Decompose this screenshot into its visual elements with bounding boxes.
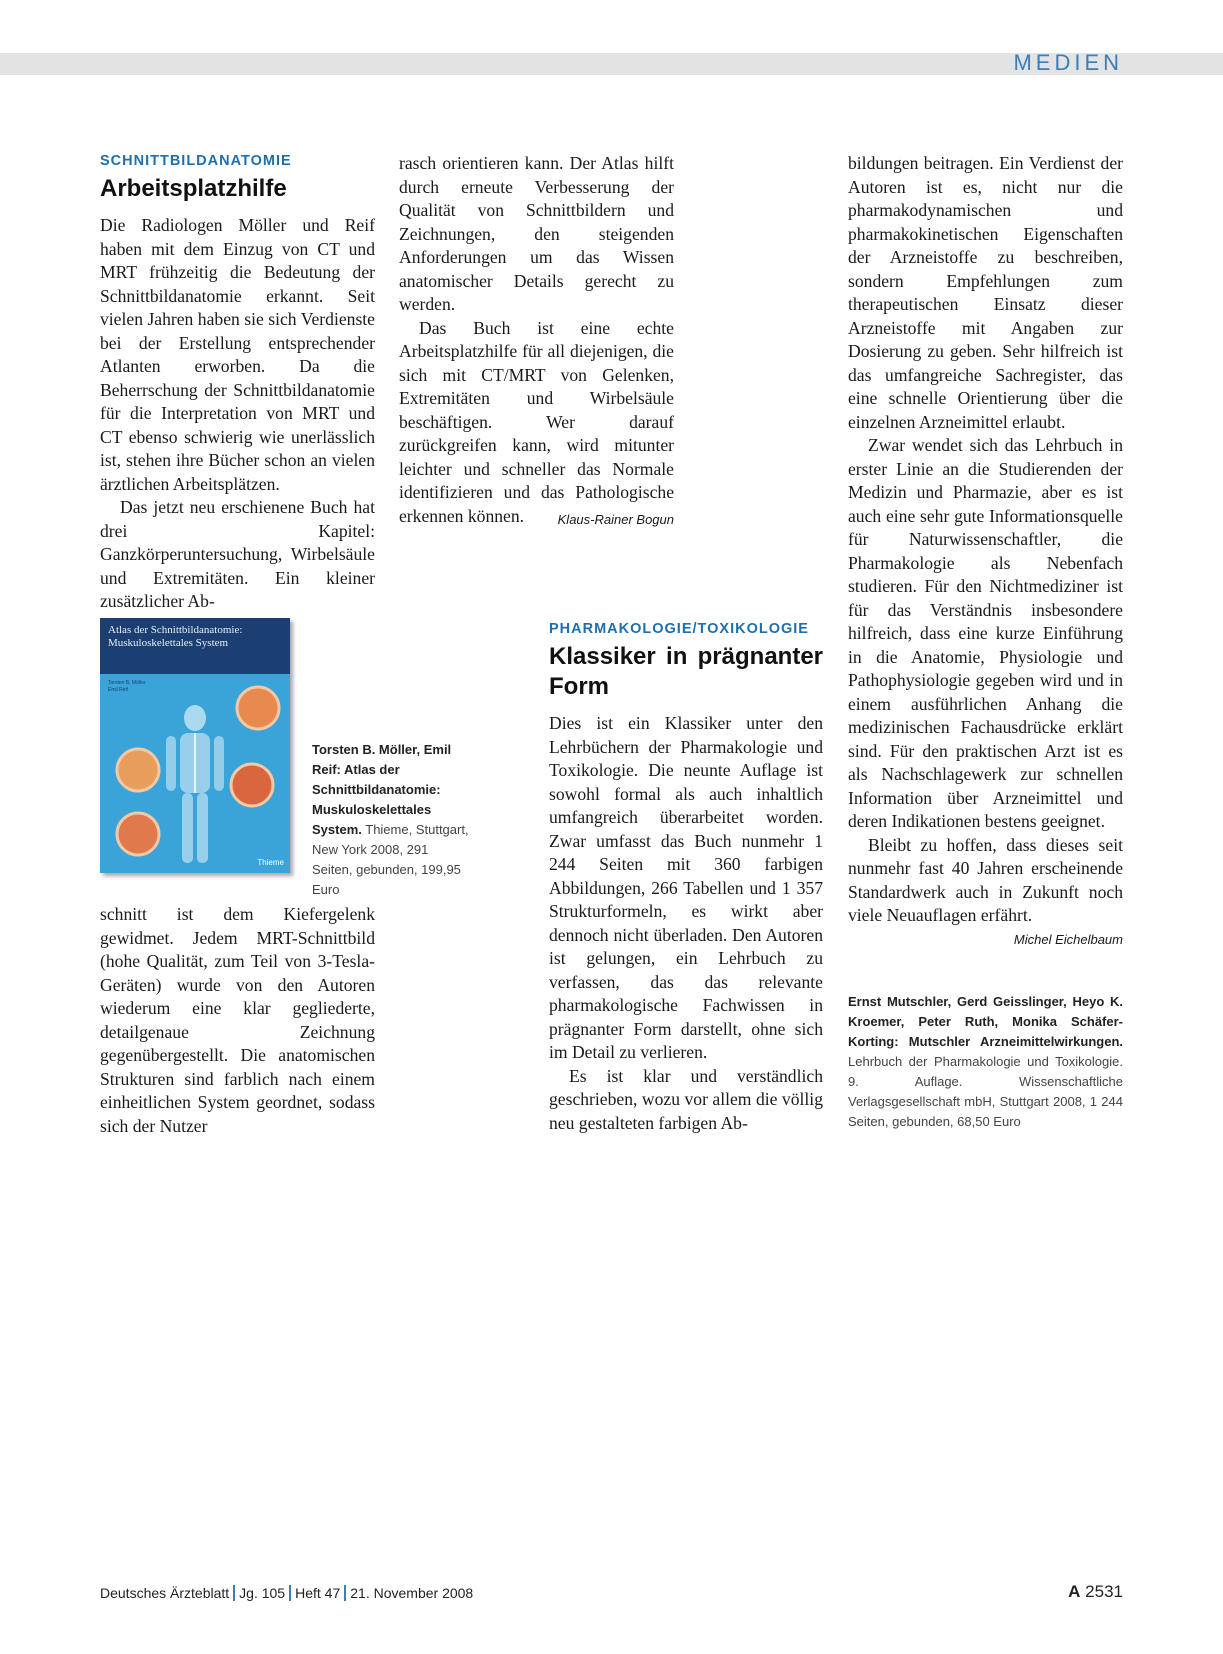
footer-citation — [100, 1585, 473, 1601]
article1-paragraph: schnitt ist dem Kiefergelenk gewidmet. Jedem MRT-Schnittbild (hohe Qualität, zum Teil von 3-Tesla-Geräten) wurde von den Autoren wiederum eine klar gegliederte, detailgenaue Zeichnung gegenübergestellt. Die anatomischen Strukturen sind farblich nach einem einheitlichen System geordnet, sodass sich der Nutzer — [100, 904, 375, 1136]
section-label: MEDIEN — [1013, 50, 1123, 75]
article2-paragraph: Dies ist ein Klassiker unter den Lehrbüchern der Pharmakologie und Toxikologie. Die neunte Auflage ist sowohl formal als auch inhaltlich umfangreich überarbeitet worden. Zwar umfasst das Buch nunmehr 1 244 Seiten mit 360 farbigen Abbildungen, 266 Tabellen und 1 357 Strukturformeln, es wirkt aber dennoch nicht überladen. Den Autoren ist gelungen, ein Lehrbuch zu verfassen, das das relevante pharmakologische Fachwissen in prägnanter Form darstellt, ohne sich im Detail zu verlieren. — [549, 713, 823, 1062]
book1-caption — [312, 740, 472, 900]
article1-paragraph: rasch orientieren kann. Der Atlas hilft durch erneute Verbesserung der Qualität von Schnittbildern und Zeichnungen, den steigenden Anforderungen um das Wissen anatomischer Details gerecht zu werden. — [399, 153, 674, 314]
article2-column2 — [549, 620, 823, 1135]
book1-caption-title: Torsten B. Möller, Emil Reif: Atlas der Schnittbildanatomie: Muskuloskelettales System. — [312, 742, 452, 837]
article1-paragraph: Das jetzt neu erschienene Buch hat drei Kapitel: Ganzkörperuntersuchung, Wirbelsäule und Extremitäten. Ein kleiner zusätzlicher Ab- — [100, 497, 375, 611]
footer-volume: Jg. 105 — [239, 1585, 286, 1601]
article1-column1-top — [100, 152, 375, 614]
article2-title: Klassiker in prägnanter Form — [549, 643, 823, 700]
article2-paragraph: Bleibt zu hoffen, dass dieses seit nunmehr fast 40 Jahren erscheinende Standardwerk auch in Zukunft noch viele Neuauflagen erfährt. — [848, 834, 1123, 925]
article2-column3 — [848, 152, 1123, 951]
article1-column1-bottom — [100, 903, 375, 1138]
footer-page-number — [1068, 1582, 1123, 1602]
article2-paragraph: Zwar wendet sich das Lehrbuch in erster Linie an die Studierenden der Medizin und Pharmazie, aber es ist auch eine sehr gute Informationsquelle für Naturwissenschaftler, die Pharmakologie als Nebenfach studieren. Für den Nichtmediziner ist für das Verständnis insbesondere hilfreich, dass eine kurze Einführung in die Anatomie, Physiologie und Pathophysiologie gegeben wird und in einem ausführlichen Anhang die medizinischen Fachausdrücke erklärt sind. Für den praktischen Arzt ist es als Nachschlagewerk zur schnellen Information über Arzneimittel und deren Indikationen bestens geeignet. — [848, 435, 1123, 831]
footer-page-prefix: A — [1068, 1582, 1081, 1601]
book2-caption-details: Lehrbuch der Pharmakologie und Toxikologie. 9. Auflage. Wissenschaftliche Verlagsgesellschaft mbH, Stuttgart 2008, 1 244 Seiten, gebunden, 68,50 Euro — [848, 1054, 1123, 1129]
book1-caption-details: Thieme, Stuttgart, New York 2008, 291 Seiten, gebunden, 199,95 Euro — [312, 822, 469, 897]
article1-kicker: SCHNITTBILDANATOMIE — [100, 153, 292, 169]
article1-author: Klaus-Rainer Bogun — [557, 511, 674, 527]
book-cover-authors: Torsten B. Möller Emil Reif — [108, 680, 146, 693]
article2-author: Michel Eichelbaum — [1013, 931, 1123, 947]
book-cover-title: Atlas der Schnittbildanatomie: Muskuloskelettales System — [100, 618, 290, 674]
footer-date: 21. November 2008 — [350, 1585, 474, 1601]
article1-paragraph: Das Buch ist eine echte Arbeitsplatzhilfe für all diejenigen, die sich mit CT/MRT von Gelenken, Extremitäten und Wirbelsäule beschäftigen. Wer darauf zurückgreifen kann, wird mitunter leichter und schneller das Normale identifizieren und das Pathologische erkennen können. Klaus-Rainer Bogun — [399, 317, 674, 529]
article2-paragraph: Es ist klar und verständlich geschrieben, wozu vor allem die völlig neu gestalteten farbigen Ab- — [549, 1065, 823, 1133]
footer-page-value: 2531 — [1085, 1582, 1123, 1601]
article1-title: Arbeitsplatzhilfe — [100, 175, 287, 202]
article1-paragraph: Die Radiologen Möller und Reif haben mit dem Einzug von CT und MRT frühzeitig die Bedeutung der Schnittbildanatomie erkannt. Seit vielen Jahren haben sie sich Verdienste bei der Erstellung entsprechender Atlanten erworben. Da die Beherrschung der Schnittbildanatomie für die Interpretation von MRT und CT ebenso schwierig wie unerlässlich ist, stehen ihre Bücher schon an vielen ärztlichen Arbeitsplätzen. — [100, 215, 375, 494]
footer-issue: Heft 47 — [295, 1585, 341, 1601]
book2-caption — [848, 992, 1123, 1132]
article2-paragraph: bildungen beitragen. Ein Verdienst der Autoren ist es, nicht nur die pharmakodynamischen und pharmakokinetischen Eigenschaften der Arzneistoffe zu beschreiben, sondern Empfehlungen zum therapeutischen Einsatz dieser Arzneistoffe mit Angaben zur Dosierung zu geben. Sehr hilfreich ist das umfangreiche Sachregister, das eine schnelle Orientierung über die einzelnen Arzneimittel erlaubt. — [848, 153, 1123, 432]
article1-column2 — [399, 152, 674, 531]
book-cover-publisher: Thieme — [257, 858, 284, 867]
book-cover-image — [100, 618, 290, 873]
book2-caption-title: Ernst Mutschler, Gerd Geisslinger, Heyo K. Kroemer, Peter Ruth, Monika Schäfer-Korting: Mutschler Arzneimittelwirkungen. — [848, 994, 1123, 1049]
anatomy-illustration — [100, 618, 290, 873]
article2-kicker: PHARMAKOLOGIE/TOXIKOLOGIE — [549, 621, 809, 637]
footer-journal: Deutsches Ärzteblatt — [100, 1585, 230, 1601]
